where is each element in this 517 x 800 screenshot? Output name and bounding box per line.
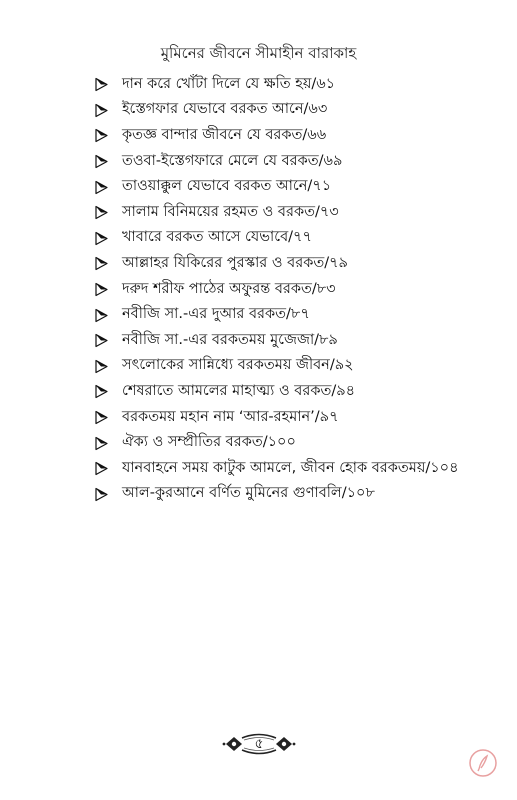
toc-item-label: তওবা-ইস্তেগফারে মেলে যে বরকত/৬৯: [122, 152, 343, 169]
toc-item: [94, 328, 494, 354]
arrow-bullet-icon: [94, 436, 122, 451]
running-header: মুমিনের জীবনে সীমাহীন বারাকাহ: [160, 44, 357, 62]
toc-item-label: খাবারে বরকত আসে যেভাবে/৭৭: [122, 229, 312, 246]
toc-item: [94, 149, 494, 175]
toc-item-label: আল্লাহর যিকিরের পুরস্কার ও বরকত/৭৯: [122, 254, 348, 271]
toc-item-label: শেষরাতে আমলের মাহাত্ম্য ও বরকত/৯৪: [122, 382, 356, 399]
arrow-bullet-icon: [94, 154, 122, 169]
arrow-bullet-icon: [94, 180, 122, 195]
arrow-bullet-icon: [94, 128, 122, 143]
toc-item-label: কৃতজ্ঞ বান্দার জীবনে যে বরকত/৬৬: [122, 126, 327, 143]
toc-item: [94, 98, 494, 124]
arrow-bullet-icon: [94, 461, 122, 476]
toc-item-label: যানবাহনে সময় কাটুক আমলে, জীবন হোক বরকতময়/১০৪: [122, 459, 459, 476]
arrow-bullet-icon: [94, 308, 122, 323]
toc-item: [94, 379, 494, 405]
toc-item-label: ঐক্য ও সম্প্রীতির বরকত/১০০: [122, 434, 296, 451]
toc-item-label: নবীজি সা.-এর বরকতময় মুজেজা/৮৯: [122, 331, 338, 348]
toc-item-label: তাওয়াক্কুল যেভাবে বরকত আনে/৭১: [122, 178, 332, 195]
toc-item-label: ইস্তেগফার যেভাবে বরকত আনে/৬৩: [122, 101, 328, 118]
quill-watermark-icon: [468, 748, 498, 778]
toc-item: [94, 302, 494, 328]
toc-item: [94, 226, 494, 252]
arrow-bullet-icon: [94, 282, 122, 297]
toc-item: [94, 456, 494, 482]
arrow-bullet-icon: [94, 359, 122, 374]
arrow-bullet-icon: [94, 103, 122, 118]
table-of-contents: [94, 72, 494, 507]
toc-item: [94, 200, 494, 226]
toc-item-label: দরুদ শরীফ পাঠের অফুরন্ত বরকত/৮৩: [122, 280, 336, 297]
toc-item-label: বরকতময় মহান নাম ‘আর-রহমান’/৯৭: [122, 408, 339, 425]
arrow-bullet-icon: [94, 384, 122, 399]
page-ornament-icon: [222, 732, 296, 756]
arrow-bullet-icon: [94, 410, 122, 425]
arrow-bullet-icon: [94, 333, 122, 348]
toc-item: [94, 405, 494, 431]
toc-item-label: নবীজি সা.-এর দুআর বরকত/৮৭: [122, 306, 310, 323]
arrow-bullet-icon: [94, 256, 122, 271]
toc-item: [94, 430, 494, 456]
toc-item: [94, 277, 494, 303]
toc-item-label: সালাম বিনিময়ের রহমত ও বরকত/৭৩: [122, 203, 339, 220]
arrow-bullet-icon: [94, 205, 122, 220]
arrow-bullet-icon: [94, 487, 122, 502]
toc-item-label: দান করে খোঁটা দিলে যে ক্ষতি হয়/৬১: [122, 75, 336, 92]
toc-item: [94, 482, 494, 508]
toc-item: [94, 174, 494, 200]
toc-item: [94, 251, 494, 277]
toc-item: [94, 123, 494, 149]
arrow-bullet-icon: [94, 231, 122, 246]
toc-item: [94, 72, 494, 98]
toc-item-label: আল-কুরআনে বর্ণিত মুমিনের গুণাবলি/১০৮: [122, 485, 375, 502]
toc-item-label: সৎলোকের সান্নিধ্যে বরকতময় জীবন/৯২: [122, 357, 354, 374]
arrow-bullet-icon: [94, 77, 122, 92]
page-number: ৫: [254, 736, 264, 752]
toc-item: [94, 354, 494, 380]
